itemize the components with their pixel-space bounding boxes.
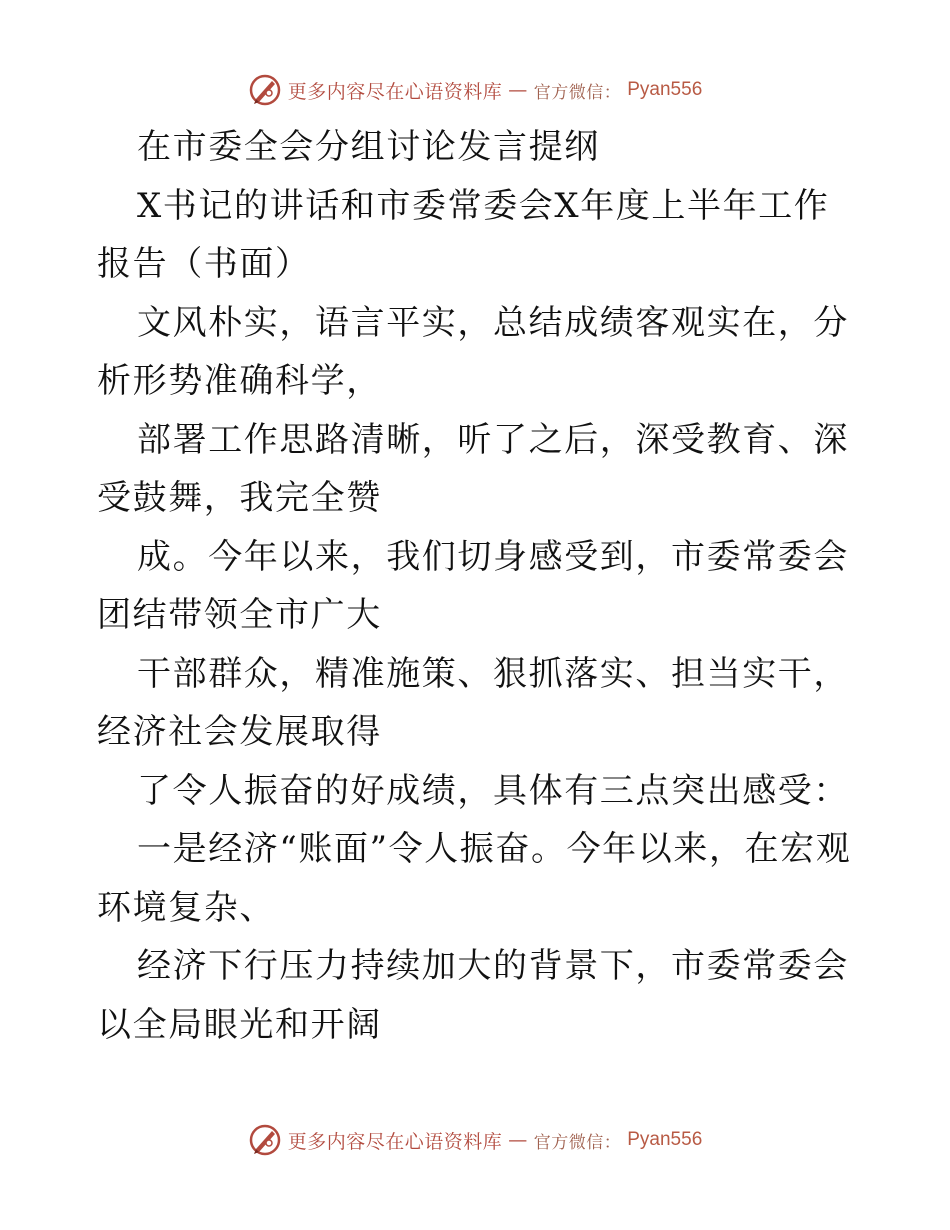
paragraph: X书记的讲话和市委常委会X年度上半年工作报告（书面） [97, 185, 830, 284]
watermark-wechat-label: 官方微信： [533, 82, 622, 103]
paragraph: 了令人振奋的好成绩，具体有三点突出感受： [137, 770, 849, 811]
watermark-dash: — [508, 79, 528, 101]
watermark-site-name: 更多内容尽在心语资料库 [287, 1130, 503, 1153]
pen-logo-icon [248, 73, 282, 107]
footer-watermark [0, 1120, 950, 1160]
header-watermark [0, 70, 950, 110]
watermark-wechat-id: Pyan556 [627, 1129, 703, 1150]
pen-logo-icon [248, 1123, 282, 1157]
paragraph: 干部群众，精准施策、狠抓落实、担当实干，经济社会发展取得 [97, 653, 849, 752]
paragraph: 成。今年以来，我们切身感受到，市委常委会团结带领全市广大 [97, 536, 849, 635]
paragraph: 部署工作思路清晰，听了之后，深受教育、深受鼓舞，我完全赞 [97, 419, 849, 518]
document-title: 在市委全会分组讨论发言提纲 [137, 127, 600, 167]
paragraph: 经济下行压力持续加大的背景下，市委常委会以全局眼光和开阔 [97, 946, 849, 1045]
watermark-dash: — [508, 1129, 528, 1151]
watermark-wechat-label: 官方微信： [533, 1132, 622, 1153]
paragraph: 一是经济“账面”令人振奋。今年以来，在宏观环境复杂、 [97, 829, 852, 928]
watermark-wechat-id: Pyan556 [627, 79, 703, 100]
watermark-site-name: 更多内容尽在心语资料库 [287, 80, 503, 103]
document-body [97, 118, 857, 1054]
paragraph: 文风朴实，语言平实，总结成绩客观实在，分析形势准确科学， [97, 302, 849, 401]
